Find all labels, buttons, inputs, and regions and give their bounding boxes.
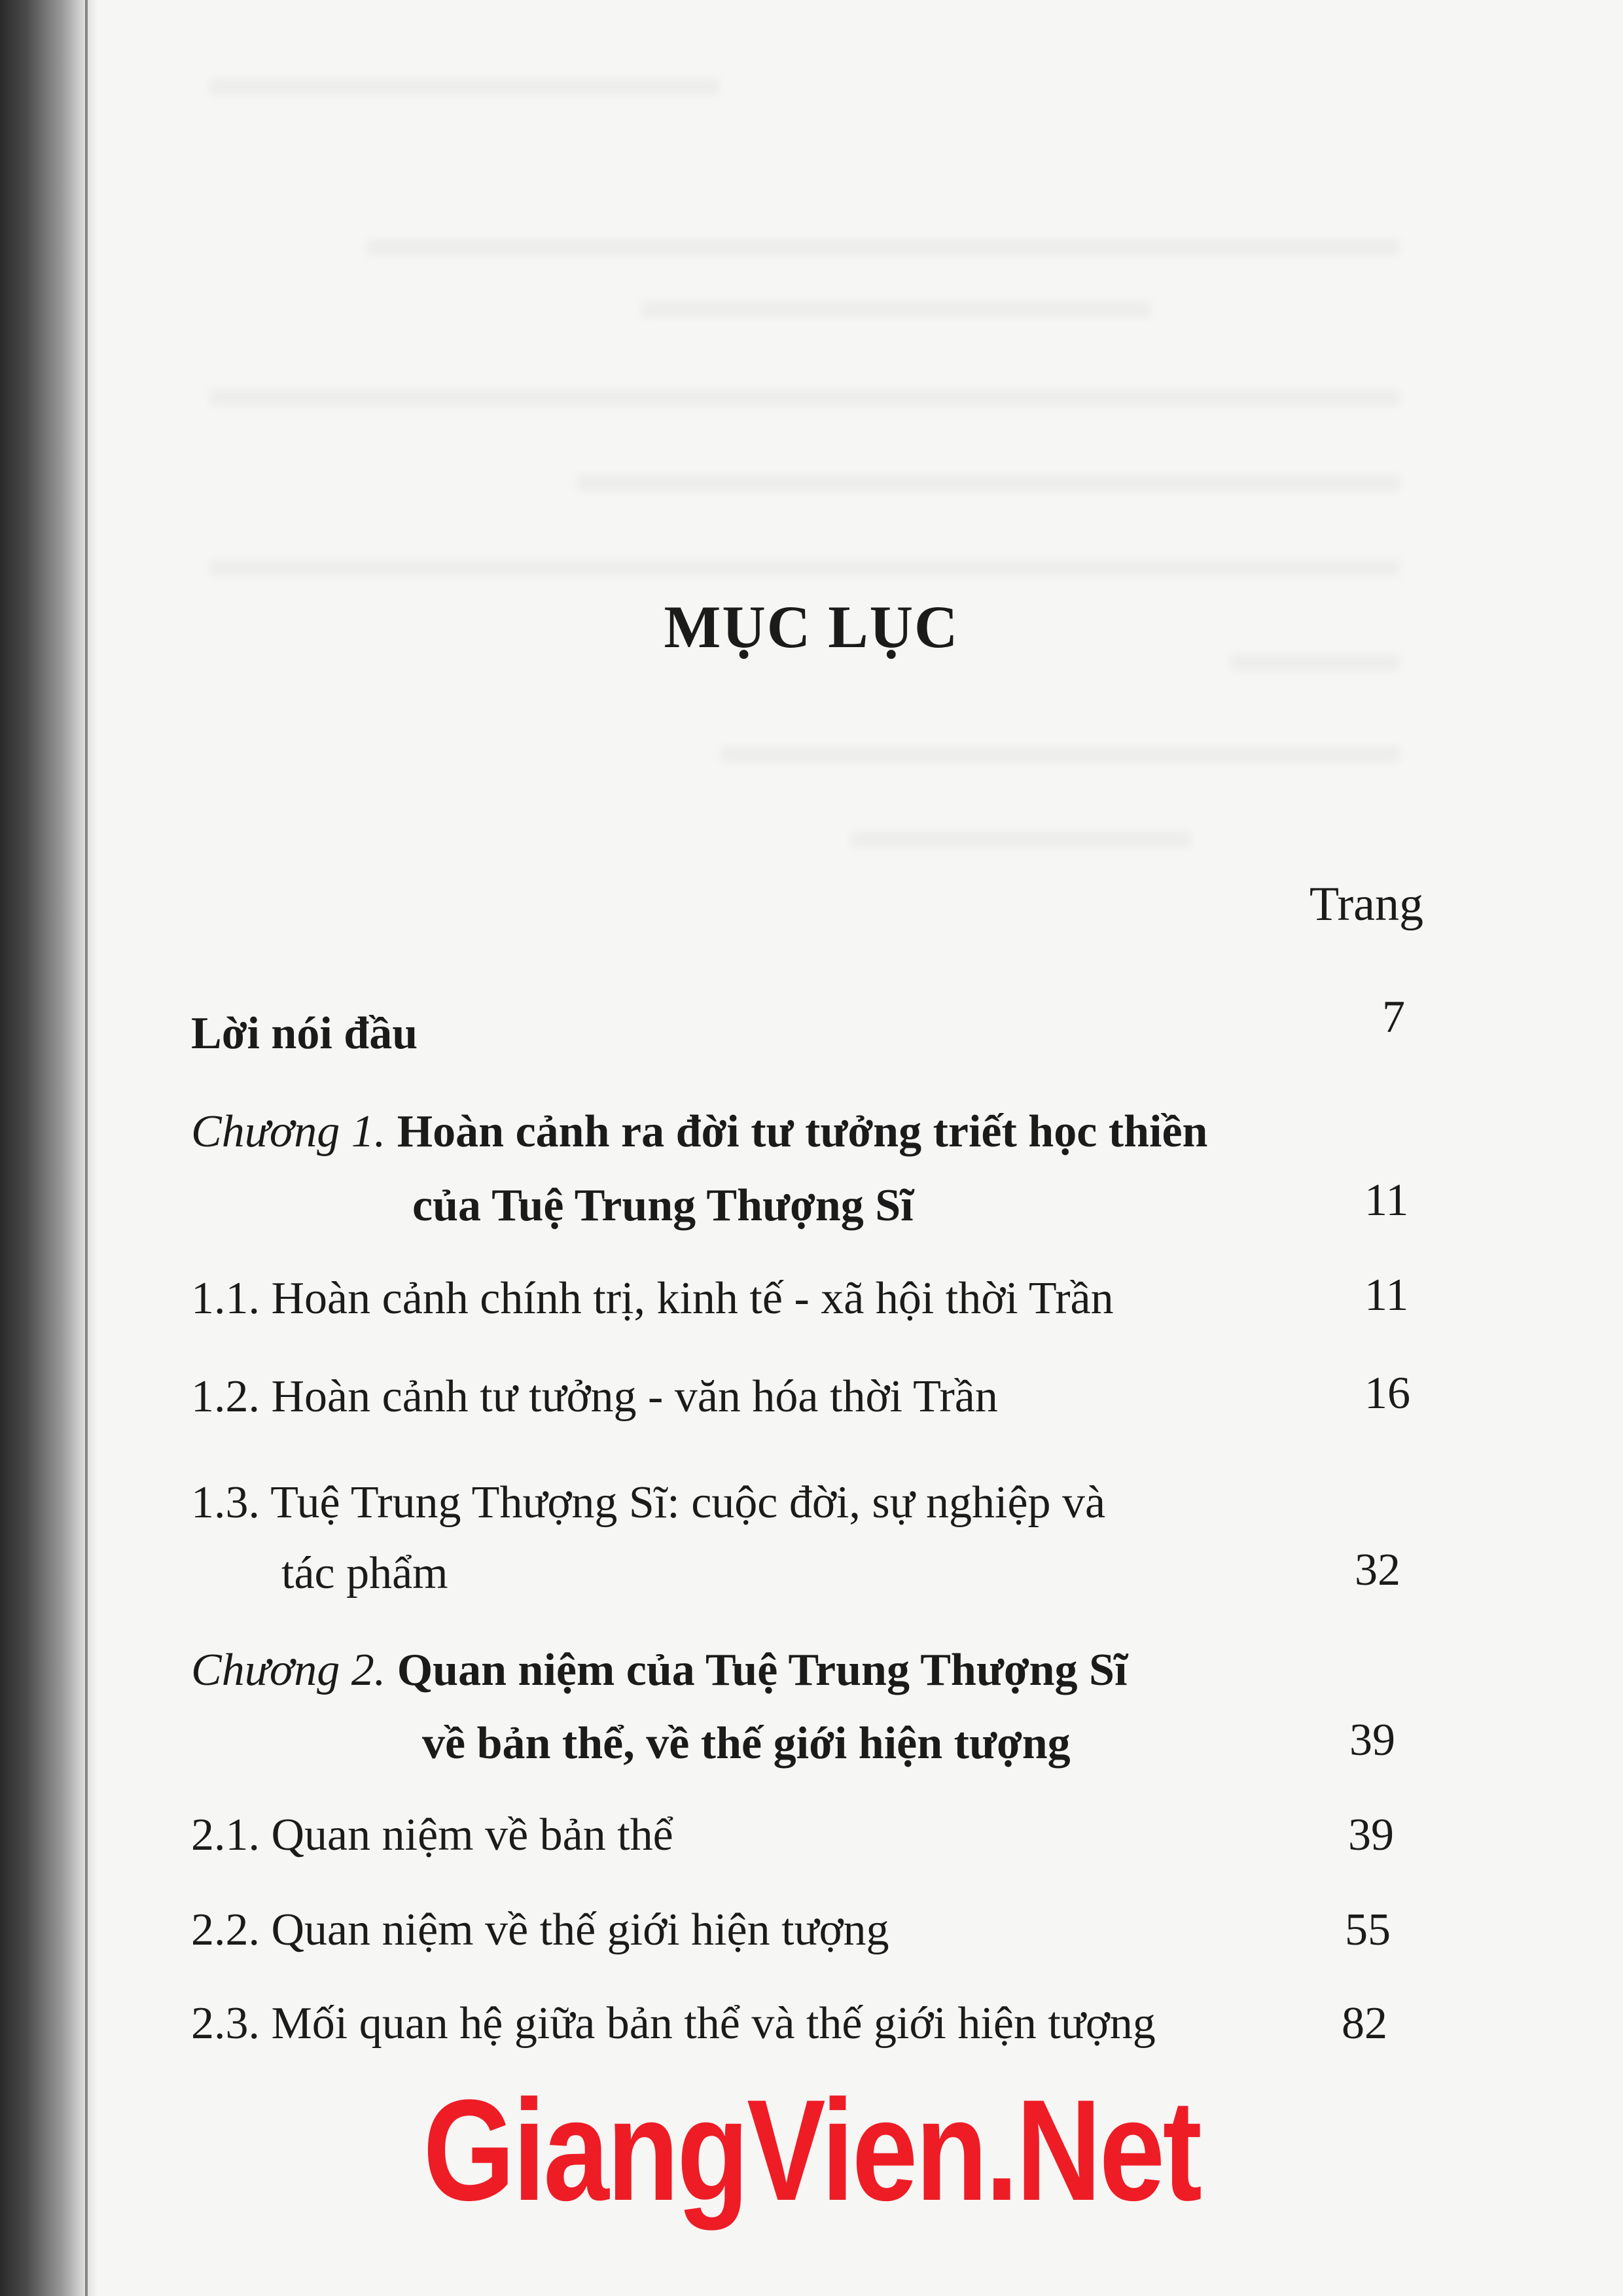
toc-page-number: 82 bbox=[1342, 1998, 1387, 2049]
toc-entry-section-1-2: 1.2. Hoàn cảnh tư tưởng - văn hóa thời Trần bbox=[191, 1371, 998, 1422]
show-through bbox=[576, 474, 1400, 491]
show-through bbox=[851, 831, 1191, 848]
show-through bbox=[720, 746, 1400, 763]
toc-entry-section-2-2: 2.2. Quan niệm về thế giới hiện tượng bbox=[191, 1905, 889, 1955]
toc-entry-section-1-3: 1.3. Tuệ Trung Thượng Sĩ: cuộc đời, sự nghiệp và bbox=[191, 1477, 1106, 1528]
toc-entry-section-1-3-line-2: tác phẩm bbox=[281, 1548, 448, 1598]
chapter-prefix: Chương 1. bbox=[191, 1106, 386, 1157]
page-title: MỤC LỤC bbox=[664, 593, 959, 660]
chapter-title-line-1: Hoàn cảnh ra đời tư tưởng triết học thiền bbox=[397, 1106, 1208, 1157]
toc-page-number: 55 bbox=[1345, 1905, 1391, 1955]
toc-page-number: 39 bbox=[1349, 1715, 1395, 1765]
show-through bbox=[641, 301, 1152, 318]
chapter-title-line-2: của Tuệ Trung Thượng Sĩ bbox=[412, 1180, 914, 1231]
toc-page-number: 7 bbox=[1382, 992, 1405, 1042]
binding-edge bbox=[85, 0, 88, 2296]
toc-entry-preface: Lời nói đầu bbox=[191, 1008, 418, 1059]
chapter-prefix: Chương 2. bbox=[191, 1645, 386, 1695]
chapter-title-line-2: về bản thể, về thế giới hiện tượng bbox=[422, 1718, 1071, 1769]
toc-entry-chapter-1 bbox=[191, 1106, 1208, 1157]
show-through bbox=[366, 239, 1400, 256]
watermark-logo: GiangVien.Net bbox=[423, 2070, 1200, 2231]
toc-page-number: 11 bbox=[1364, 1270, 1409, 1320]
toc-entry-section-1-1: 1.1. Hoàn cảnh chính trị, kinh tế - xã hội thời Trần bbox=[191, 1273, 1114, 1324]
show-through bbox=[209, 389, 1400, 406]
show-through bbox=[209, 559, 1400, 576]
toc-entry-section-2-1: 2.1. Quan niệm về bản thể bbox=[191, 1810, 673, 1860]
toc-entry-chapter-2 bbox=[191, 1645, 1128, 1695]
toc-page-number: 32 bbox=[1355, 1545, 1400, 1595]
toc-page-number: 11 bbox=[1364, 1175, 1409, 1226]
chapter-title-line-1: Quan niệm của Tuệ Trung Thượng Sĩ bbox=[397, 1645, 1128, 1695]
toc-entry-section-2-3: 2.3. Mối quan hệ giữa bản thể và thế giới hiện tượng bbox=[191, 1998, 1156, 2049]
toc-page-number: 16 bbox=[1364, 1368, 1410, 1419]
toc-page-number: 39 bbox=[1348, 1810, 1394, 1860]
book-spine-shadow bbox=[0, 0, 98, 2296]
show-through bbox=[209, 79, 720, 96]
page-column-label: Trang bbox=[1309, 877, 1423, 931]
